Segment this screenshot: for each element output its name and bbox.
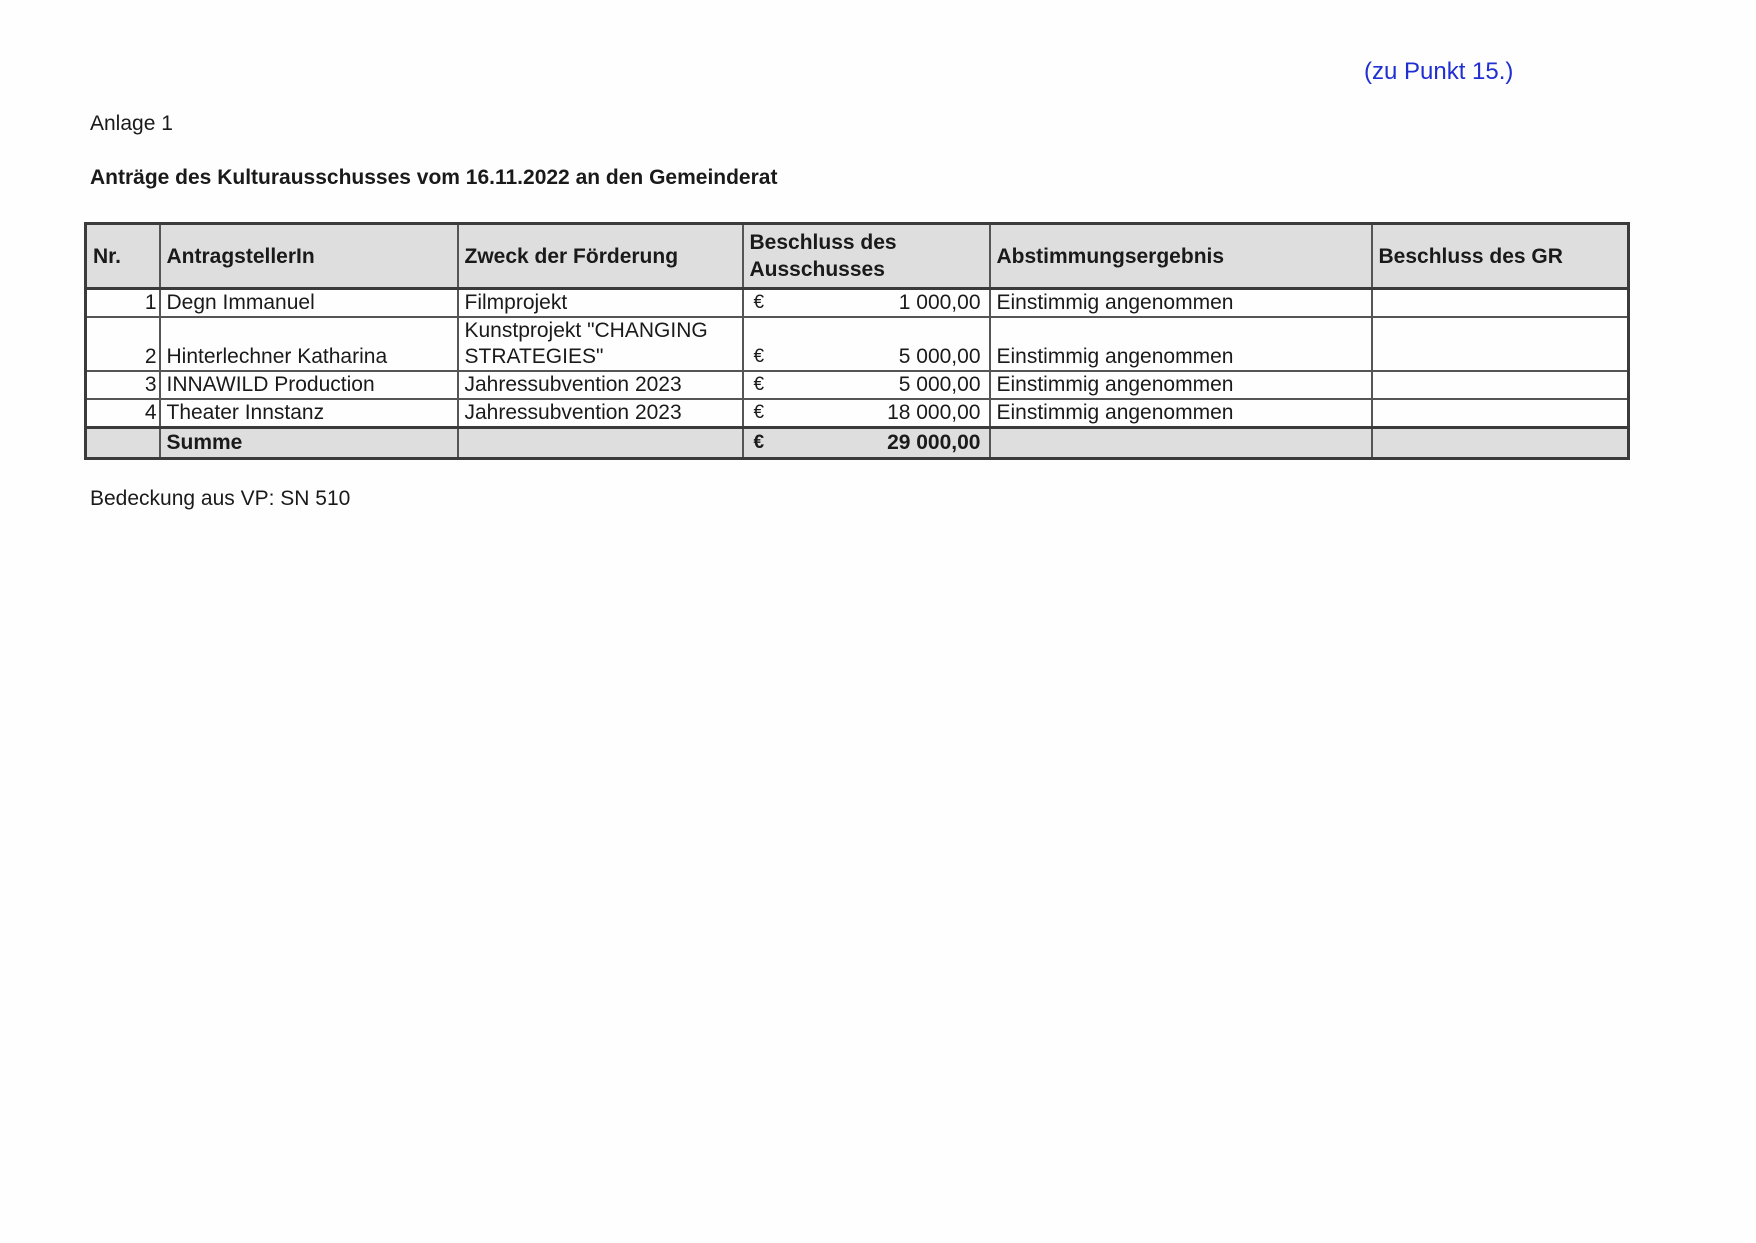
applicant-cell: Theater Innstanz [160,399,458,428]
amount-cell [743,399,990,428]
applications-table [84,222,1630,460]
applicant-cell: INNAWILD Production [160,371,458,399]
amount-value: 5 000,00 [898,373,981,396]
applicant-cell: Hinterlechner Katharina [160,317,458,371]
currency-symbol: € [753,402,765,423]
column-header-vote-result: Abstimmungsergebnis [990,224,1372,289]
column-header-council-decision: Beschluss des GR [1372,224,1629,289]
amount-value: 5 000,00 [898,345,981,368]
total-council-cell [1372,428,1629,459]
total-label: Summe [160,428,458,459]
total-purpose-cell [458,428,743,459]
council-decision-cell [1372,317,1629,371]
currency-symbol: € [753,374,765,395]
currency-symbol: € [753,346,765,367]
column-header-purpose: Zweck der Förderung [458,224,743,289]
amount-cell [743,317,990,371]
vote-result-cell: Einstimmig angenommen [990,371,1372,399]
purpose-cell: Jahressubvention 2023 [458,399,743,428]
currency-symbol: € [753,292,765,313]
purpose-cell: Filmprojekt [458,289,743,318]
vote-result-cell: Einstimmig angenommen [990,399,1372,428]
column-header-applicant: AntragstellerIn [160,224,458,289]
amount-cell [743,289,990,318]
total-amount-cell [743,428,990,459]
amount-value: 1 000,00 [898,291,981,314]
total-vote-cell [990,428,1372,459]
total-amount-value: 29 000,00 [887,431,981,454]
reference-note: (zu Punkt 15.) [1364,58,1514,85]
table-row [86,317,1629,371]
coverage-note: Bedeckung aus VP: SN 510 [90,487,351,510]
row-number: 3 [86,371,160,399]
table-header-row [86,224,1629,289]
total-nr-cell [86,428,160,459]
total-row [86,428,1629,459]
row-number: 2 [86,317,160,371]
vote-result-cell: Einstimmig angenommen [990,289,1372,318]
total-currency-symbol: € [753,432,765,453]
amount-cell [743,371,990,399]
row-number: 4 [86,399,160,428]
council-decision-cell [1372,399,1629,428]
table-row [86,289,1629,318]
council-decision-cell [1372,289,1629,318]
purpose-cell: Jahressubvention 2023 [458,371,743,399]
column-header-nr: Nr. [86,224,160,289]
annex-label: Anlage 1 [90,112,173,135]
row-number: 1 [86,289,160,318]
applications-table-wrapper [84,222,1627,460]
vote-result-cell: Einstimmig angenommen [990,317,1372,371]
amount-value: 18 000,00 [887,401,981,424]
council-decision-cell [1372,371,1629,399]
document-title: Anträge des Kulturausschusses vom 16.11.2022 an den Gemeinderat [90,166,778,189]
applicant-cell: Degn Immanuel [160,289,458,318]
table-row [86,399,1629,428]
table-row [86,371,1629,399]
purpose-cell: Kunstprojekt "CHANGING STRATEGIES" [458,317,743,371]
column-header-committee-decision: Beschluss des Ausschusses [743,224,990,289]
